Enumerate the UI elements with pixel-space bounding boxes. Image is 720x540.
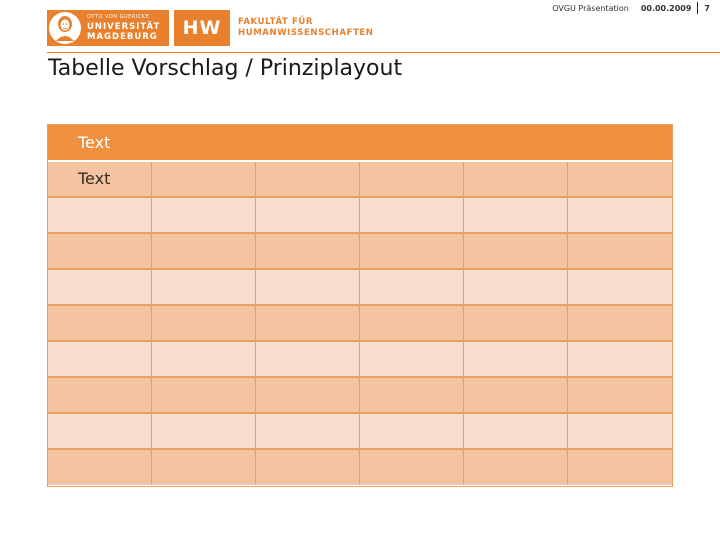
- table-cell: [48, 161, 152, 197]
- table-row: [48, 305, 672, 341]
- table-header-cell: [152, 125, 256, 161]
- university-name-line1: UNIVERSITÄT: [87, 21, 161, 32]
- table-row-divider: [48, 412, 672, 414]
- table-cell: [152, 449, 256, 485]
- table-cell: [360, 269, 464, 305]
- table-cell: [256, 233, 360, 269]
- table-cell: [568, 197, 672, 233]
- header-rule: [47, 52, 720, 53]
- faculty-hw-logo: HW: [174, 10, 230, 46]
- table-row: [48, 269, 672, 305]
- table-cell: [256, 161, 360, 197]
- page-number: 7: [704, 3, 710, 13]
- table-header-cell: [48, 125, 152, 161]
- table-cell: [48, 197, 152, 233]
- table-cell: [152, 341, 256, 377]
- table-cell: [568, 233, 672, 269]
- table-row: [48, 197, 672, 233]
- table-row: [48, 449, 672, 485]
- table-row: [48, 413, 672, 449]
- table-header-cell: [568, 125, 672, 161]
- table-cell: [568, 413, 672, 449]
- table-cell: [256, 449, 360, 485]
- university-logo: [47, 10, 169, 46]
- table-row-divider: [48, 448, 672, 450]
- table-cell: [464, 449, 568, 485]
- table-cell: [48, 305, 152, 341]
- table-cell: [464, 233, 568, 269]
- layout-table: [47, 124, 673, 487]
- header-divider: [697, 2, 698, 14]
- table-cell: [360, 161, 464, 197]
- table-cell: [360, 449, 464, 485]
- table-cell: [568, 449, 672, 485]
- table-cell: [48, 413, 152, 449]
- table-cell: [568, 341, 672, 377]
- header-meta: [552, 2, 710, 14]
- table-cell: [568, 305, 672, 341]
- table-cell: [48, 233, 152, 269]
- table-row-divider: [48, 376, 672, 378]
- table-row: [48, 341, 672, 377]
- table-cell: [464, 269, 568, 305]
- table-cell: [256, 305, 360, 341]
- table-cell: [152, 233, 256, 269]
- table-cell: [256, 413, 360, 449]
- faculty-name-line1: FAKULTÄT FÜR: [238, 17, 314, 27]
- table-cell: [48, 269, 152, 305]
- table-row-divider: [48, 160, 672, 162]
- guericke-portrait-icon: [47, 10, 83, 46]
- table-row-divider: [48, 232, 672, 234]
- table-cell: [360, 305, 464, 341]
- table-cell: [152, 197, 256, 233]
- table-row: [48, 233, 672, 269]
- table-header-cell: [256, 125, 360, 161]
- table-row-divider: [48, 196, 672, 198]
- table-row: [48, 161, 672, 197]
- table-cell: [256, 269, 360, 305]
- table-cell: [464, 197, 568, 233]
- table-cell: [360, 233, 464, 269]
- university-name-line2: MAGDEBURG: [87, 31, 158, 42]
- table-header-text: Text: [78, 133, 111, 152]
- table-cell: [360, 197, 464, 233]
- slide-title: Tabelle Vorschlag / Prinziplayout: [48, 56, 403, 81]
- table-cell: [152, 377, 256, 413]
- table-cell: [464, 305, 568, 341]
- table-cell: [360, 341, 464, 377]
- table-cell: [568, 269, 672, 305]
- table-cell: [152, 161, 256, 197]
- table-cell: [152, 269, 256, 305]
- table-header-row: [48, 125, 672, 161]
- table-cell: [464, 341, 568, 377]
- table-cell: [464, 377, 568, 413]
- faculty-name: [238, 17, 373, 39]
- university-wordmark: [83, 15, 160, 42]
- table-cell-text: Text: [78, 169, 111, 188]
- table-header-cell: [464, 125, 568, 161]
- table-cell: [568, 161, 672, 197]
- table-cell: [152, 305, 256, 341]
- table-cell: [48, 341, 152, 377]
- table-cell: [256, 341, 360, 377]
- table-cell: [48, 377, 152, 413]
- table-cell: [464, 161, 568, 197]
- presentation-date: 00.00.2009: [640, 3, 692, 13]
- table-row-divider: [48, 304, 672, 306]
- table-cell: [256, 197, 360, 233]
- faculty-name-line2: HUMANWISSENSCHAFTEN: [238, 28, 374, 38]
- table-cell: [360, 377, 464, 413]
- table-row-divider: [48, 340, 672, 342]
- table-cell: [48, 449, 152, 485]
- presentation-label: OVGU Präsentation: [552, 3, 629, 13]
- table-row: [48, 377, 672, 413]
- table-cell: [256, 377, 360, 413]
- table-row-divider: [48, 268, 672, 270]
- table-cell: [360, 413, 464, 449]
- table-cell: [464, 413, 568, 449]
- table-header-cell: [360, 125, 464, 161]
- university-small-label: OTTO VON GUERICKE: [87, 13, 150, 20]
- table-cell: [152, 413, 256, 449]
- table-cell: [568, 377, 672, 413]
